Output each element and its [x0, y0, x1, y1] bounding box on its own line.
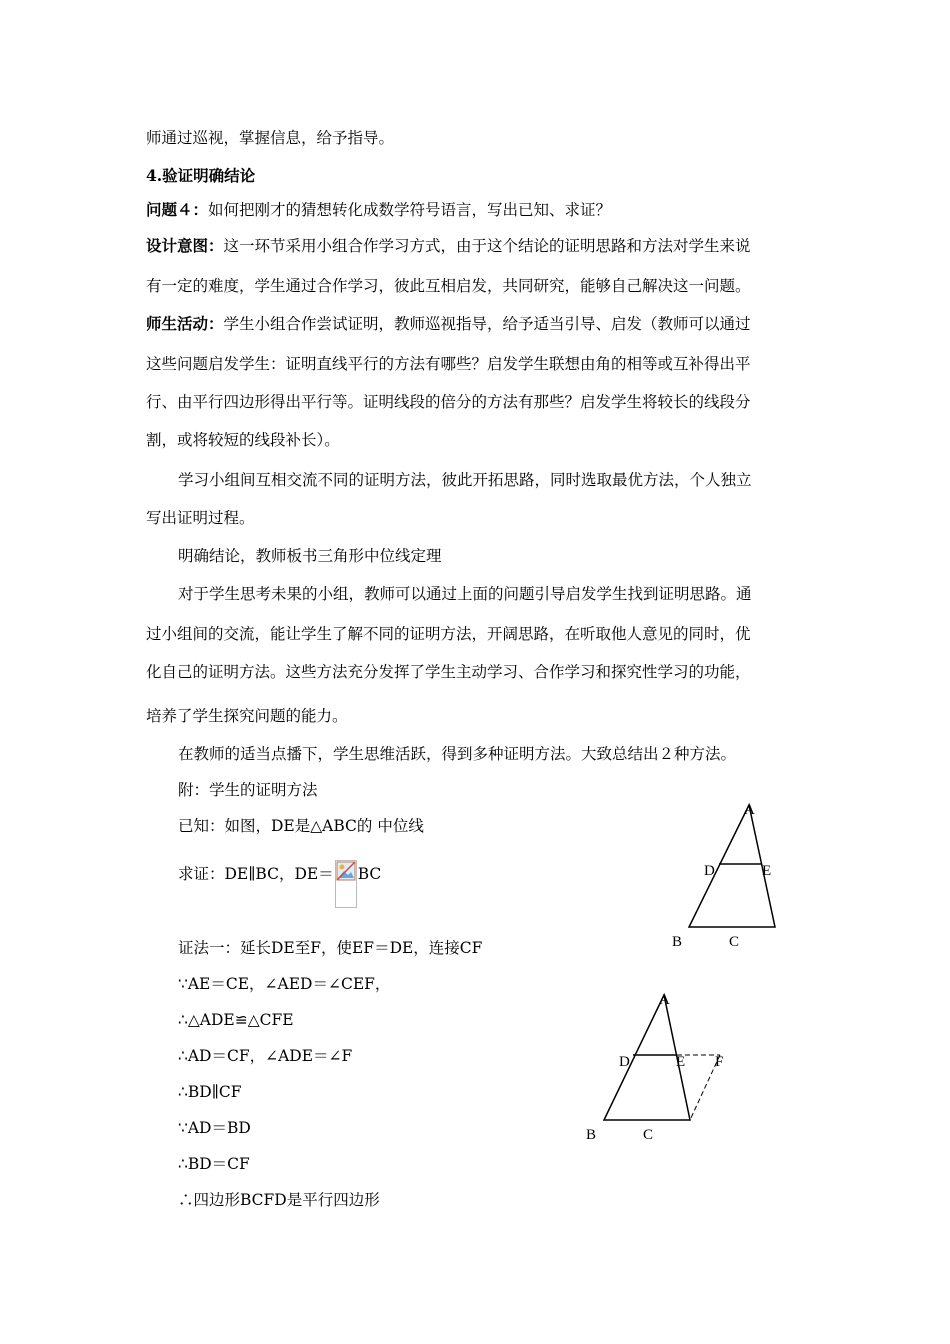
text-line: 割，或将较短的线段补长）。 — [146, 431, 340, 449]
broken-image-icon — [335, 860, 357, 908]
text-line: ∵AD＝BD — [178, 1119, 251, 1137]
label-d: D — [704, 863, 715, 879]
text-line: 过小组间的交流，能让学生了解不同的证明方法，开阔思路，在听取他人意见的同时，优 — [146, 625, 751, 643]
text-line: 在教师的适当点播下，学生思维活跃，得到多种证明方法。大致总结出２种方法。 — [178, 745, 737, 763]
text-line: 明确结论，教师板书三角形中位线定理 — [178, 547, 442, 565]
text-line: ∴BD∥CF — [178, 1083, 242, 1101]
text-line: 写出证明过程。 — [146, 509, 255, 527]
label-e: E — [762, 863, 772, 879]
text-line: ∴四边形BCFD是平行四边形 — [178, 1191, 380, 1209]
label-a: A — [659, 992, 670, 1008]
text-line: 这些问题启发学生：证明直线平行的方法有哪些？启发学生联想由角的相等或互补得出平 — [146, 355, 751, 373]
text-line: ∴AD＝CF，∠ADE＝∠F — [178, 1047, 353, 1065]
label-d: D — [619, 1054, 630, 1070]
text-span: 求证：DE∥BC，DE＝ — [178, 865, 334, 883]
label-c: C — [643, 1127, 654, 1143]
text-span: BC — [357, 865, 382, 883]
label-b: B — [586, 1127, 597, 1143]
triangle-figure — [660, 795, 800, 955]
text-line: 行、由平行四边形得出平行等。证明线段的倍分的方法有那些？启发学生将较长的线段分 — [146, 393, 751, 411]
text-span: 学生小组合作尝试证明，教师巡视指导，给予适当引导、启发（教师可以通过 — [223, 315, 751, 333]
text-line: 附：学生的证明方法 — [178, 781, 318, 799]
label-intent: 设计意图： — [146, 236, 224, 255]
text-line: 化自己的证明方法。这些方法充分发挥了学生主动学习、合作学习和探究性学习的功能， — [146, 663, 751, 681]
text-line: 有一定的难度，学生通过合作学习，彼此互相启发，共同研究，能够自己解决这一问题。 — [146, 277, 751, 295]
given-line: 已知：如图，DE是△ABC的 中位线 — [178, 817, 424, 835]
label-b: B — [672, 934, 683, 950]
extended-triangle-figure — [575, 985, 745, 1150]
text-line: ∵AE＝CE，∠AED＝∠CEF， — [178, 975, 391, 993]
text-line — [146, 236, 751, 256]
label-f: F — [715, 1054, 724, 1070]
label-e: E — [676, 1054, 686, 1070]
text-line: 师通过巡视，掌握信息，给予指导。 — [146, 129, 395, 147]
text-line — [146, 314, 751, 334]
text-span: 如何把刚才的猜想转化成数学符号语言，写出已知、求证？ — [208, 201, 612, 219]
label-c: C — [729, 934, 740, 950]
label-question: 问题４： — [146, 200, 209, 219]
text-line: ∴△ADE≌△CFE — [178, 1011, 294, 1029]
text-line: ∴BD＝CF — [178, 1155, 250, 1173]
text-line: 对于学生思考未果的小组，教师可以通过上面的问题引导启发学生找到证明思路。通 — [178, 585, 752, 603]
text-line: 学习小组间互相交流不同的证明方法，彼此开拓思路，同时选取最优方法，个人独立 — [178, 471, 752, 489]
text-line — [146, 200, 611, 220]
label-a: A — [744, 802, 755, 818]
text-span: 这一环节采用小组合作学习方式，由于这个结论的证明思路和方法对学生来说 — [223, 237, 751, 255]
section-heading: 4.验证明确结论 — [146, 166, 256, 185]
label-activity: 师生活动： — [146, 314, 224, 333]
text-line: 培养了学生探究问题的能力。 — [146, 707, 348, 725]
prove-line — [178, 864, 381, 912]
text-line: 证法一：延长DE至F，使EF＝DE，连接CF — [178, 939, 483, 957]
